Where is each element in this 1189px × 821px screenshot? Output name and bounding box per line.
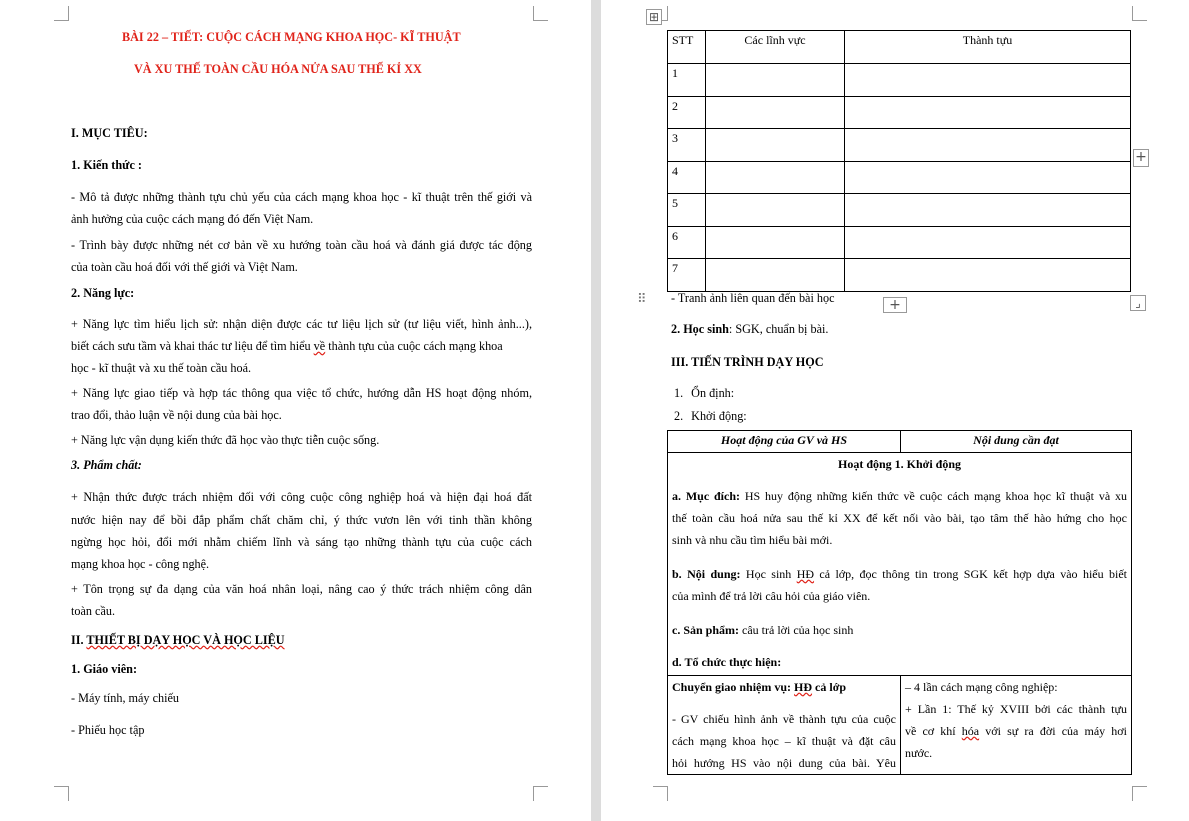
paragraph: cách mạng khoa học – kĩ thuật và đặt câu	[672, 734, 896, 748]
table-row	[668, 162, 1131, 194]
table-cell: 6	[668, 227, 706, 259]
table-cell: 1	[668, 64, 706, 97]
heading-equipment: II. THIẾT BỊ DẠY HỌC VÀ HỌC LIỆU	[71, 633, 285, 647]
spellcheck-word: THIẾT BỊ DẠY HỌC VÀ HỌC LIỆU	[86, 633, 285, 647]
crop-mark	[54, 786, 69, 801]
add-row-button[interactable]: +	[883, 297, 907, 313]
paragraph: học - kĩ thuật và xu thế toàn cầu hoá.	[71, 361, 252, 375]
list-item: 1. Ổn định:	[674, 386, 735, 400]
heading-knowledge: 1. Kiến thức :	[71, 158, 142, 172]
paragraph: a. Mục đích: HS huy động những kiến thức về cuộc cách mạng khoa học kĩ thuật và xu	[672, 489, 1127, 503]
paragraph: c. Sản phẩm: câu trả lời của học sinh	[672, 623, 854, 637]
page-left	[0, 0, 591, 821]
heading-objectives: I. MỤC TIÊU:	[71, 126, 148, 140]
table-cell	[706, 64, 845, 97]
activity-table	[667, 430, 1132, 775]
teacher-activity-cell	[668, 676, 901, 775]
heading-teacher: 1. Giáo viên:	[71, 662, 138, 676]
spellcheck-word: HĐ	[796, 567, 815, 581]
paragraph: nước.	[905, 746, 933, 760]
paragraph: sinh và nhu cầu tìm hiểu bài mới.	[672, 533, 833, 547]
paragraph: d. Tổ chức thực hiện:	[672, 655, 782, 669]
paragraph: + Nhận thức được trách nhiệm đối với công cuộc công nghiệp hoá và hiện đại hoá đất	[71, 490, 532, 504]
heading-competency: 2. Năng lực:	[71, 286, 135, 300]
spellcheck-word: hóa	[961, 724, 980, 738]
table-header-cell: Thành tựu	[845, 31, 1131, 64]
table-header-cell: Hoạt động của GV và HS	[668, 431, 901, 453]
crop-mark	[653, 786, 668, 801]
paragraph: ảnh hưởng của cuộc cách mạng đó đến Việt Nam.	[71, 212, 314, 226]
table-cell	[706, 97, 845, 129]
heading-qualities: 3. Phẩm chất:	[71, 458, 142, 472]
list-item: 2. Khởi động:	[674, 409, 747, 423]
table-row	[668, 97, 1131, 129]
list-item: - Phiếu học tập	[71, 723, 145, 737]
table-cell	[706, 227, 845, 259]
paragraph: trao đổi, thảo luận về nội dung của bài học.	[71, 408, 282, 422]
paragraph: biết cách sưu tầm và khai thác tư liệu để tìm hiểu về thành tựu của cuộc cách mạng khoa	[71, 339, 503, 353]
table-header-cell: Nội dung cần đạt	[901, 431, 1132, 453]
table-header-cell: Các lĩnh vực	[706, 31, 845, 64]
doc-title-line1: BÀI 22 – TIẾT: CUỘC CÁCH MẠNG KHOA HỌC- KĨ THUẬT	[122, 30, 461, 44]
paragraph: - Tranh ảnh liên quan đến bài học	[671, 291, 835, 305]
list-item: - Máy tính, máy chiếu	[71, 691, 179, 705]
heading-process: III. TIẾN TRÌNH DẠY HỌC	[671, 355, 824, 369]
spellcheck-word: về	[313, 339, 326, 353]
paragraph: - Mô tả được những thành tựu chủ yếu của cách mạng khoa học - kĩ thuật trên thế giới và	[71, 190, 532, 204]
paragraph: + Năng lực vận dụng kiến thức đã học vào thực tiễn cuộc sống.	[71, 433, 380, 447]
table-resize-handle[interactable]: ⌟	[1130, 295, 1146, 311]
paragraph: 2. Học sinh: SGK, chuẩn bị bài.	[671, 322, 829, 336]
table-cell: 7	[668, 259, 706, 292]
crop-mark	[533, 786, 548, 801]
paragraph: + Lần 1: Thế kỷ XVIII bởi các thành tựu	[905, 702, 1127, 716]
table-row	[668, 194, 1131, 227]
add-column-button[interactable]: +	[1133, 149, 1149, 167]
paragraph: b. Nội dung: Học sinh HĐ cả lớp, đọc thông tin trong SGK kết hợp dựa vào hiểu biết	[672, 567, 1128, 581]
table-cell	[706, 194, 845, 227]
paragraph: + Tôn trọng sự đa dạng của văn hoá nhân loại, nâng cao ý thức trách nhiệm công dân	[71, 582, 532, 596]
paragraph: mạng khoa học - công nghệ.	[71, 557, 210, 571]
table-cell	[845, 194, 1131, 227]
paragraph: nước hiện nay để bồi đắp phẩm chất chăm chỉ, ý thức vươn lên với tinh thần không	[71, 513, 532, 527]
paragraph: + Năng lực giao tiếp và hợp tác thông qua việc tổ chức, hướng dẫn HS hoạt động nhóm,	[71, 386, 532, 400]
table-cell: 5	[668, 194, 706, 227]
table-cell	[845, 162, 1131, 194]
table-cell	[845, 227, 1131, 259]
table-row	[668, 227, 1131, 259]
paragraph: - Trình bày được những nét cơ bản về xu hướng toàn cầu hoá và đánh giá được tác động	[71, 238, 532, 252]
activity-description-cell	[668, 453, 1132, 676]
table-row	[668, 64, 1131, 97]
table-cell: 3	[668, 129, 706, 162]
paragraph: hỏi hướng HS vào nội dung của bài. Yêu	[672, 756, 896, 770]
table-cell	[845, 64, 1131, 97]
paragraph: thế toàn cầu hoá nửa sau thế kỉ XX để kết nối vào bài, tạo tâm thế hào hứng cho học	[672, 511, 1127, 525]
page-right	[601, 0, 1189, 821]
table-cell	[706, 129, 845, 162]
doc-title-line2: VÀ XU THẾ TOÀN CẦU HÓA NỬA SAU THẾ KỈ XX	[134, 62, 422, 76]
table-cell: 4	[668, 162, 706, 194]
crop-mark	[1132, 786, 1147, 801]
paragraph: toàn cầu.	[71, 604, 115, 618]
table-cell	[706, 162, 845, 194]
paragraph: về cơ khí hóa với sự ra đời của máy hơi	[905, 724, 1127, 738]
paragraph: – 4 lần cách mạng công nghiệp:	[905, 680, 1058, 694]
paragraph: - GV chiếu hình ảnh về thành tựu của cuộc	[672, 712, 896, 726]
page-gap	[591, 0, 601, 821]
table-cell: 2	[668, 97, 706, 129]
crop-mark	[54, 6, 69, 21]
table-row	[668, 259, 1131, 292]
table-header-cell: STT	[668, 31, 706, 64]
paragraph: Chuyển giao nhiệm vụ: HĐ cả lớp	[672, 680, 847, 694]
crop-mark	[1132, 6, 1147, 21]
crop-mark	[533, 6, 548, 21]
content-cell	[901, 676, 1132, 775]
table-move-handle[interactable]: ⊞	[646, 9, 662, 25]
table-cell	[845, 259, 1131, 292]
table-cell	[845, 97, 1131, 129]
paragraph: của mình để trả lời câu hỏi của giáo viên.	[672, 589, 871, 603]
table-cell	[706, 259, 845, 292]
achievements-table	[667, 30, 1131, 292]
paragraph: của toàn cầu hoá đối với thế giới và Việt Nam.	[71, 260, 298, 274]
paragraph: + Năng lực tìm hiểu lịch sử: nhận diện được các tư liệu lịch sử (tư liệu viết, hình ảnh...),	[71, 317, 532, 331]
spellcheck-word: HĐ	[794, 680, 813, 694]
paragraph: ngừng học hỏi, đổi mới nhằm chiếm lĩnh và sáng tạo những thành tựu của cuộc cách	[71, 535, 532, 549]
activity-title: Hoạt động 1. Khởi động	[837, 457, 961, 471]
table-cell	[845, 129, 1131, 162]
paragraph-drag-handle[interactable]: ⠿	[637, 292, 647, 307]
table-row	[668, 129, 1131, 162]
